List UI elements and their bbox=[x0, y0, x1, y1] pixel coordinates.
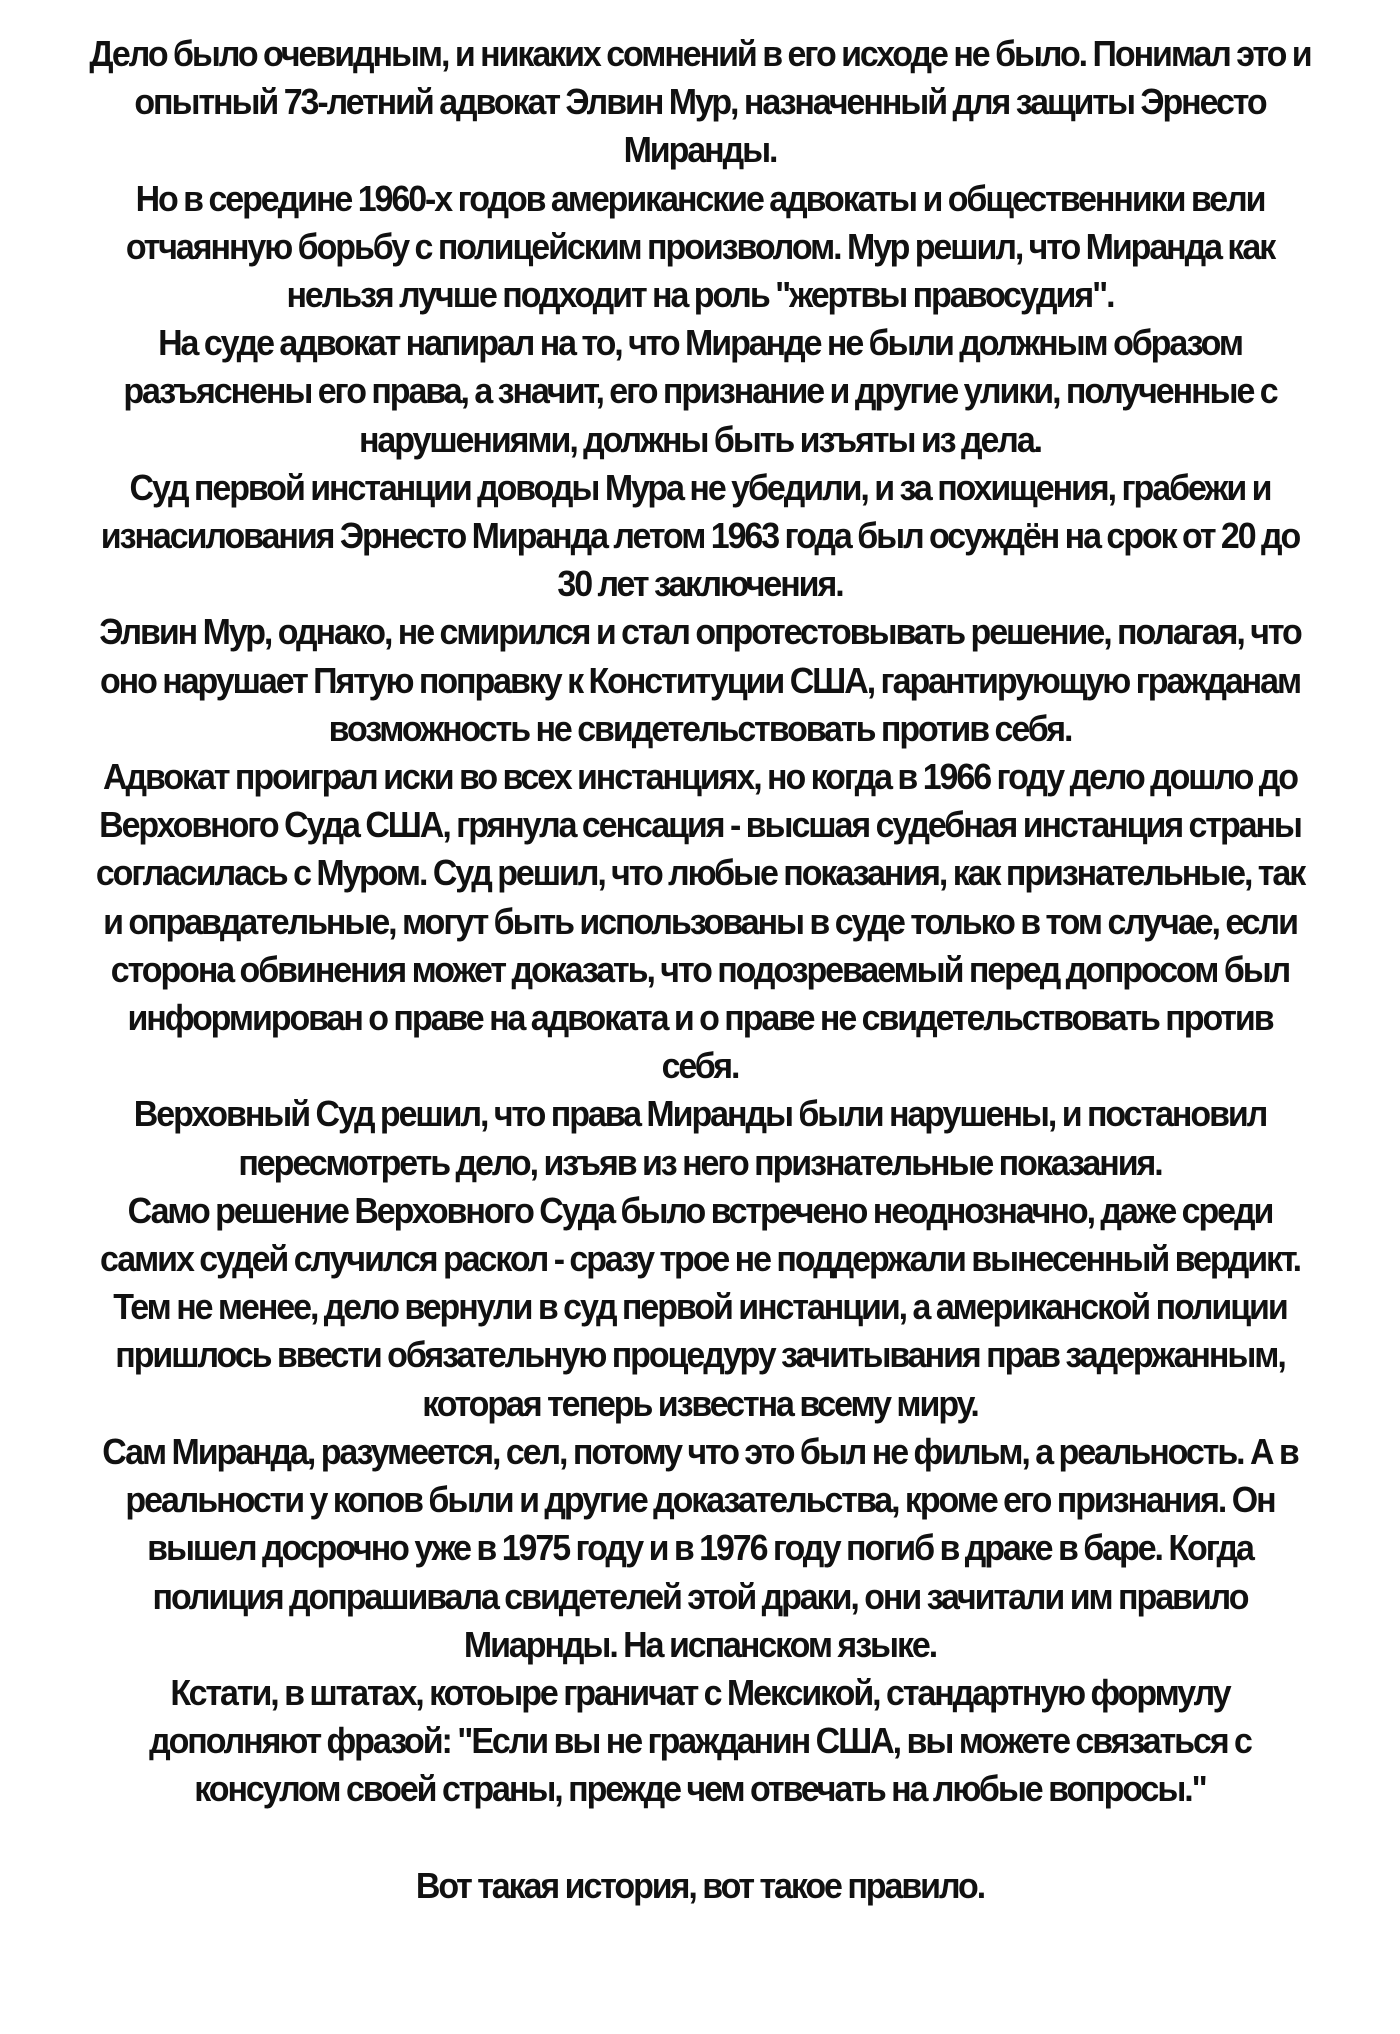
paragraph: Кстати, в штатах, котоыре граничат с Мексикой, стандартную формулу дополняют фразой: "Если вы не гражданин США, вы можете связаться с консулом своей страны, прежде чем отвечать на любые вопросы." bbox=[149, 1671, 1251, 1810]
paragraph: Тем не менее, дело вернули в суд первой инстанции, а американской полиции пришлось ввести обязательную процедуру зачитывания прав задержанным, которая теперь известна всему миру. bbox=[113, 1286, 1287, 1424]
paragraph: Суд первой инстанции доводы Мура не убедили, и за похищения, грабежи и изнасилования Эрнесто Миранда летом 1963 года был осуждён на срок от 20 до 30 лет заключения. bbox=[100, 466, 1300, 605]
blank-line bbox=[40, 1814, 1360, 1862]
paragraph: Адвокат проиграл иски во всех инстанциях, но когда в 1966 году дело дошло до Верховного Суда США, грянула сенсация - высшая судебная инстанция страны согласилась с Муром. Суд решил, что любые показания, как признательные, так и оправдательные, могут быть использованы в суде только в том случае, если сторона обвинения может доказать, что подозреваемый перед допросом был информирован о праве на адвоката и о праве не свидетельствовать против себя. bbox=[95, 756, 1305, 1087]
paragraph: Дело было очевидным, и никаких сомнений в его исходе не было. Понимал это и опытный 73-летний адвокат Элвин Мур, назначенный для защиты Эрнесто Миранды. bbox=[89, 33, 1311, 171]
paragraph: Сам Миранда, разумеется, сел, потому что это был не фильм, а реальность. А в реальности у копов были и другие доказательства, кроме его признания. Он вышел досрочно уже в 1975 году и в 1976 году погиб в драке в баре. Когда полиция допрашивала свидетелей этой драки, они зачитали им правило Миарнды. На испанском языке. bbox=[102, 1430, 1298, 1665]
paragraph: Верховный Суд решил, что права Миранды были нарушены, и постановил пересмотреть дело, изъяв из него признательные показания. bbox=[133, 1093, 1267, 1183]
paragraph: Но в середине 1960-х годов американские адвокаты и общественники вели отчаянную борьбу с полицейским произволом. Мур решил, что Миранда как нельзя лучше подходит на роль "жертвы правосудия". bbox=[125, 177, 1275, 316]
paragraph: Элвин Мур, однако, не смирился и стал опротестовывать решение, полагая, что оно нарушает Пятую поправку к Конституции США, гарантирующую гражданам возможность не свидетельствовать против себя. bbox=[99, 611, 1301, 749]
document-body bbox=[40, 30, 1360, 1910]
closing-line: Вот такая история, вот такое правило. bbox=[415, 1864, 985, 1906]
paragraph: Само решение Верховного Суда было встречено неоднозначно, даже среди самих судей случился раскол - сразу трое не поддержали вынесенный вердикт. bbox=[100, 1189, 1300, 1280]
paragraph: На суде адвокат напирал на то, что Миранде не были должным образом разъяснены его права, а значит, его признание и другие улики, полученные с нарушениями, должны быть изъяты из дела. bbox=[123, 322, 1277, 460]
